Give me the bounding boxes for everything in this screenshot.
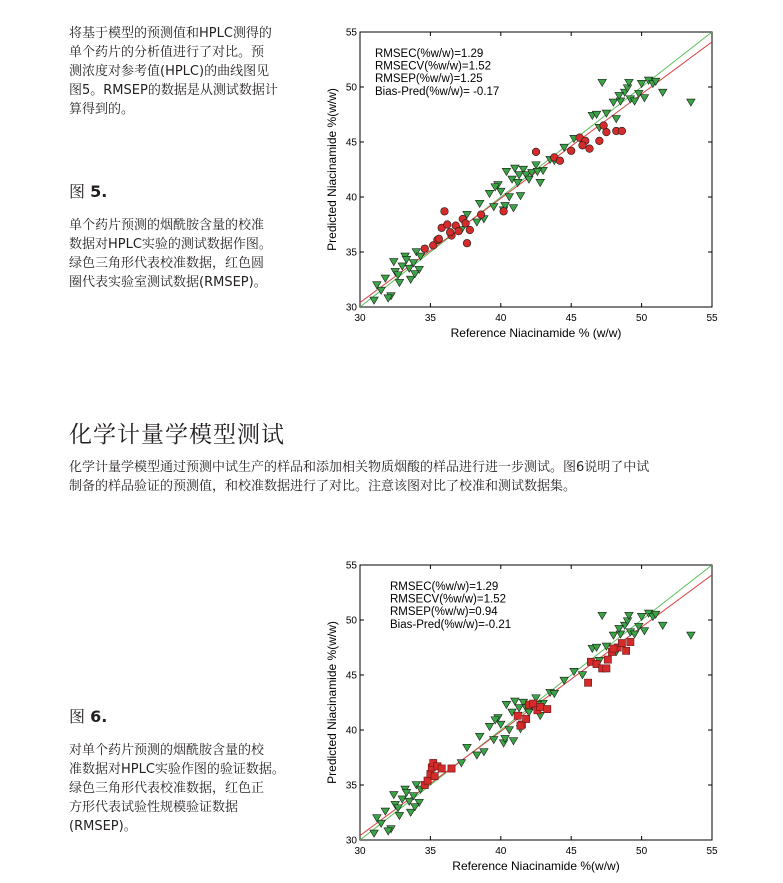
y-tick-label: 55 <box>345 27 357 39</box>
figure-5-caption-line: 单个药片预测的烟酰胺含量的校准 <box>69 218 265 233</box>
test-point <box>600 122 608 130</box>
validation-point <box>431 773 438 780</box>
x-tick-label: 35 <box>424 846 436 857</box>
y-axis-label: Predicted Niacinamide %(w/w) <box>325 621 339 784</box>
test-point <box>618 127 626 135</box>
y-tick-label: 35 <box>345 780 357 792</box>
test-point <box>443 221 451 229</box>
validation-point <box>610 645 617 652</box>
validation-point <box>603 665 610 672</box>
x-tick-label: 30 <box>354 846 366 857</box>
test-point <box>596 137 604 145</box>
test-point <box>435 235 443 243</box>
stats-annotation: RMSEC(%w/w)=1.29 <box>390 581 499 593</box>
validation-point <box>530 700 537 707</box>
y-tick-label: 50 <box>345 615 357 627</box>
figure-6-caption-line: 方形代表试验性规模验证数据 <box>69 800 239 815</box>
stats-annotation: Bias-Pred(%w/w)=-0.21 <box>390 618 512 631</box>
stats-annotation: RMSECV(%w/w)=1.52 <box>375 60 491 73</box>
validation-point <box>517 722 524 729</box>
figure-5-caption-line: 绿色三角形代表校准数据，红色圆 <box>69 256 265 271</box>
x-axis-label: Reference Niacinamide %(w/w) <box>452 859 620 873</box>
y-tick-label: 30 <box>345 835 357 847</box>
figure-label-prefix: 图 <box>69 707 86 726</box>
y-tick-label: 40 <box>345 192 357 204</box>
validation-point <box>618 640 625 647</box>
validation-point <box>537 703 544 710</box>
validation-point <box>604 656 611 663</box>
section-body-line: 化学计量学模型通过预测中试生产的样品和添加相关物质烟酸的样品进行进一步测试。图6说明了中试 <box>69 460 650 475</box>
figure-label-prefix: 图 <box>69 182 86 201</box>
figure-5-caption-line: 数据对HPLC实验的测试数据作图。 <box>69 237 272 252</box>
stats-annotation: RMSEP(%w/w)=1.25 <box>375 73 483 86</box>
figure-6-scatter-chart <box>320 553 720 883</box>
figure-label-number: 6. <box>90 707 108 726</box>
intro-paragraph <box>69 24 319 119</box>
x-tick-label: 45 <box>565 846 577 857</box>
y-tick-label: 55 <box>345 560 357 572</box>
x-tick-label: 40 <box>495 846 507 857</box>
figure-6-caption-line: (RMSEP)。 <box>69 819 137 834</box>
figure-5-caption-block <box>69 182 319 292</box>
y-axis-label: Predicted Niacinamide %(w/w) <box>325 88 339 251</box>
x-tick-label: 45 <box>565 313 577 324</box>
test-point <box>462 220 470 228</box>
test-point <box>455 227 463 235</box>
x-tick-label: 55 <box>706 313 718 324</box>
intro-line: 图5。RMSEP的数据是从测试数据计 <box>69 83 278 98</box>
validation-point <box>544 706 551 713</box>
figure-6-caption-line: 准数据对HPLC实验作图的验证数据。 <box>69 762 285 777</box>
x-tick-label: 50 <box>636 313 648 324</box>
figure-6-caption-line: 对单个药片预测的烟酰胺含量的校 <box>69 743 265 758</box>
validation-point <box>424 777 431 784</box>
stats-annotation: RMSEC(%w/w)=1.29 <box>375 48 484 60</box>
test-point <box>579 142 587 150</box>
y-tick-label: 50 <box>345 82 357 94</box>
figure-label-number: 5. <box>90 182 108 201</box>
test-point <box>466 226 474 234</box>
section-block <box>69 420 749 496</box>
test-point <box>556 157 564 165</box>
test-point <box>477 211 485 219</box>
test-point <box>463 239 471 247</box>
figure-5-scatter-chart <box>320 20 720 350</box>
stats-annotation: RMSEP(%w/w)=0.94 <box>390 606 498 619</box>
intro-line: 算得到的。 <box>69 102 135 117</box>
stats-annotation: RMSECV(%w/w)=1.52 <box>390 593 506 606</box>
test-point <box>532 148 540 156</box>
validation-point <box>623 647 630 654</box>
y-tick-label: 45 <box>345 137 357 149</box>
stats-annotation: Bias-Pred(%w/w)= -0.17 <box>375 85 500 98</box>
x-tick-label: 30 <box>354 313 366 324</box>
x-tick-label: 55 <box>706 846 718 857</box>
validation-point <box>523 715 530 722</box>
y-tick-label: 40 <box>345 725 357 737</box>
figure-6-caption-block <box>69 707 319 836</box>
validation-point <box>438 765 445 772</box>
intro-line: 单个药片的分析值进行了对比。预 <box>69 45 265 60</box>
x-tick-label: 50 <box>636 846 648 857</box>
test-point <box>586 145 594 153</box>
validation-point <box>448 765 455 772</box>
figure-6-label <box>69 707 319 727</box>
section-body-line: 制备的样品验证的预测值，和校准数据进行了对比。注意该图对比了校准和测试数据集。 <box>69 479 577 494</box>
intro-line: 测浓度对参考值(HPLC)的曲线图见 <box>69 64 270 79</box>
validation-point <box>584 679 591 686</box>
section-title: 化学计量学模型测试 <box>69 422 285 448</box>
figure-6-caption-line: 绿色三角形代表校准数据，红色正 <box>69 781 265 796</box>
validation-point <box>514 712 521 719</box>
figure-5-caption-line: 圈代表实验室测试数据(RMSEP)。 <box>69 275 267 290</box>
y-tick-label: 30 <box>345 302 357 314</box>
figure-5-label <box>69 182 319 202</box>
intro-line: 将基于模型的预测值和HPLC测得的 <box>69 26 272 41</box>
test-point <box>441 208 449 216</box>
test-point <box>567 147 575 155</box>
y-tick-label: 45 <box>345 670 357 682</box>
test-point <box>500 208 508 216</box>
x-tick-label: 40 <box>495 313 507 324</box>
y-tick-label: 35 <box>345 247 357 259</box>
test-point <box>446 228 454 236</box>
test-point <box>421 245 429 253</box>
x-axis-label: Reference Niacinamide % (w/w) <box>450 326 622 340</box>
x-tick-label: 35 <box>424 313 436 324</box>
validation-point <box>627 638 634 645</box>
